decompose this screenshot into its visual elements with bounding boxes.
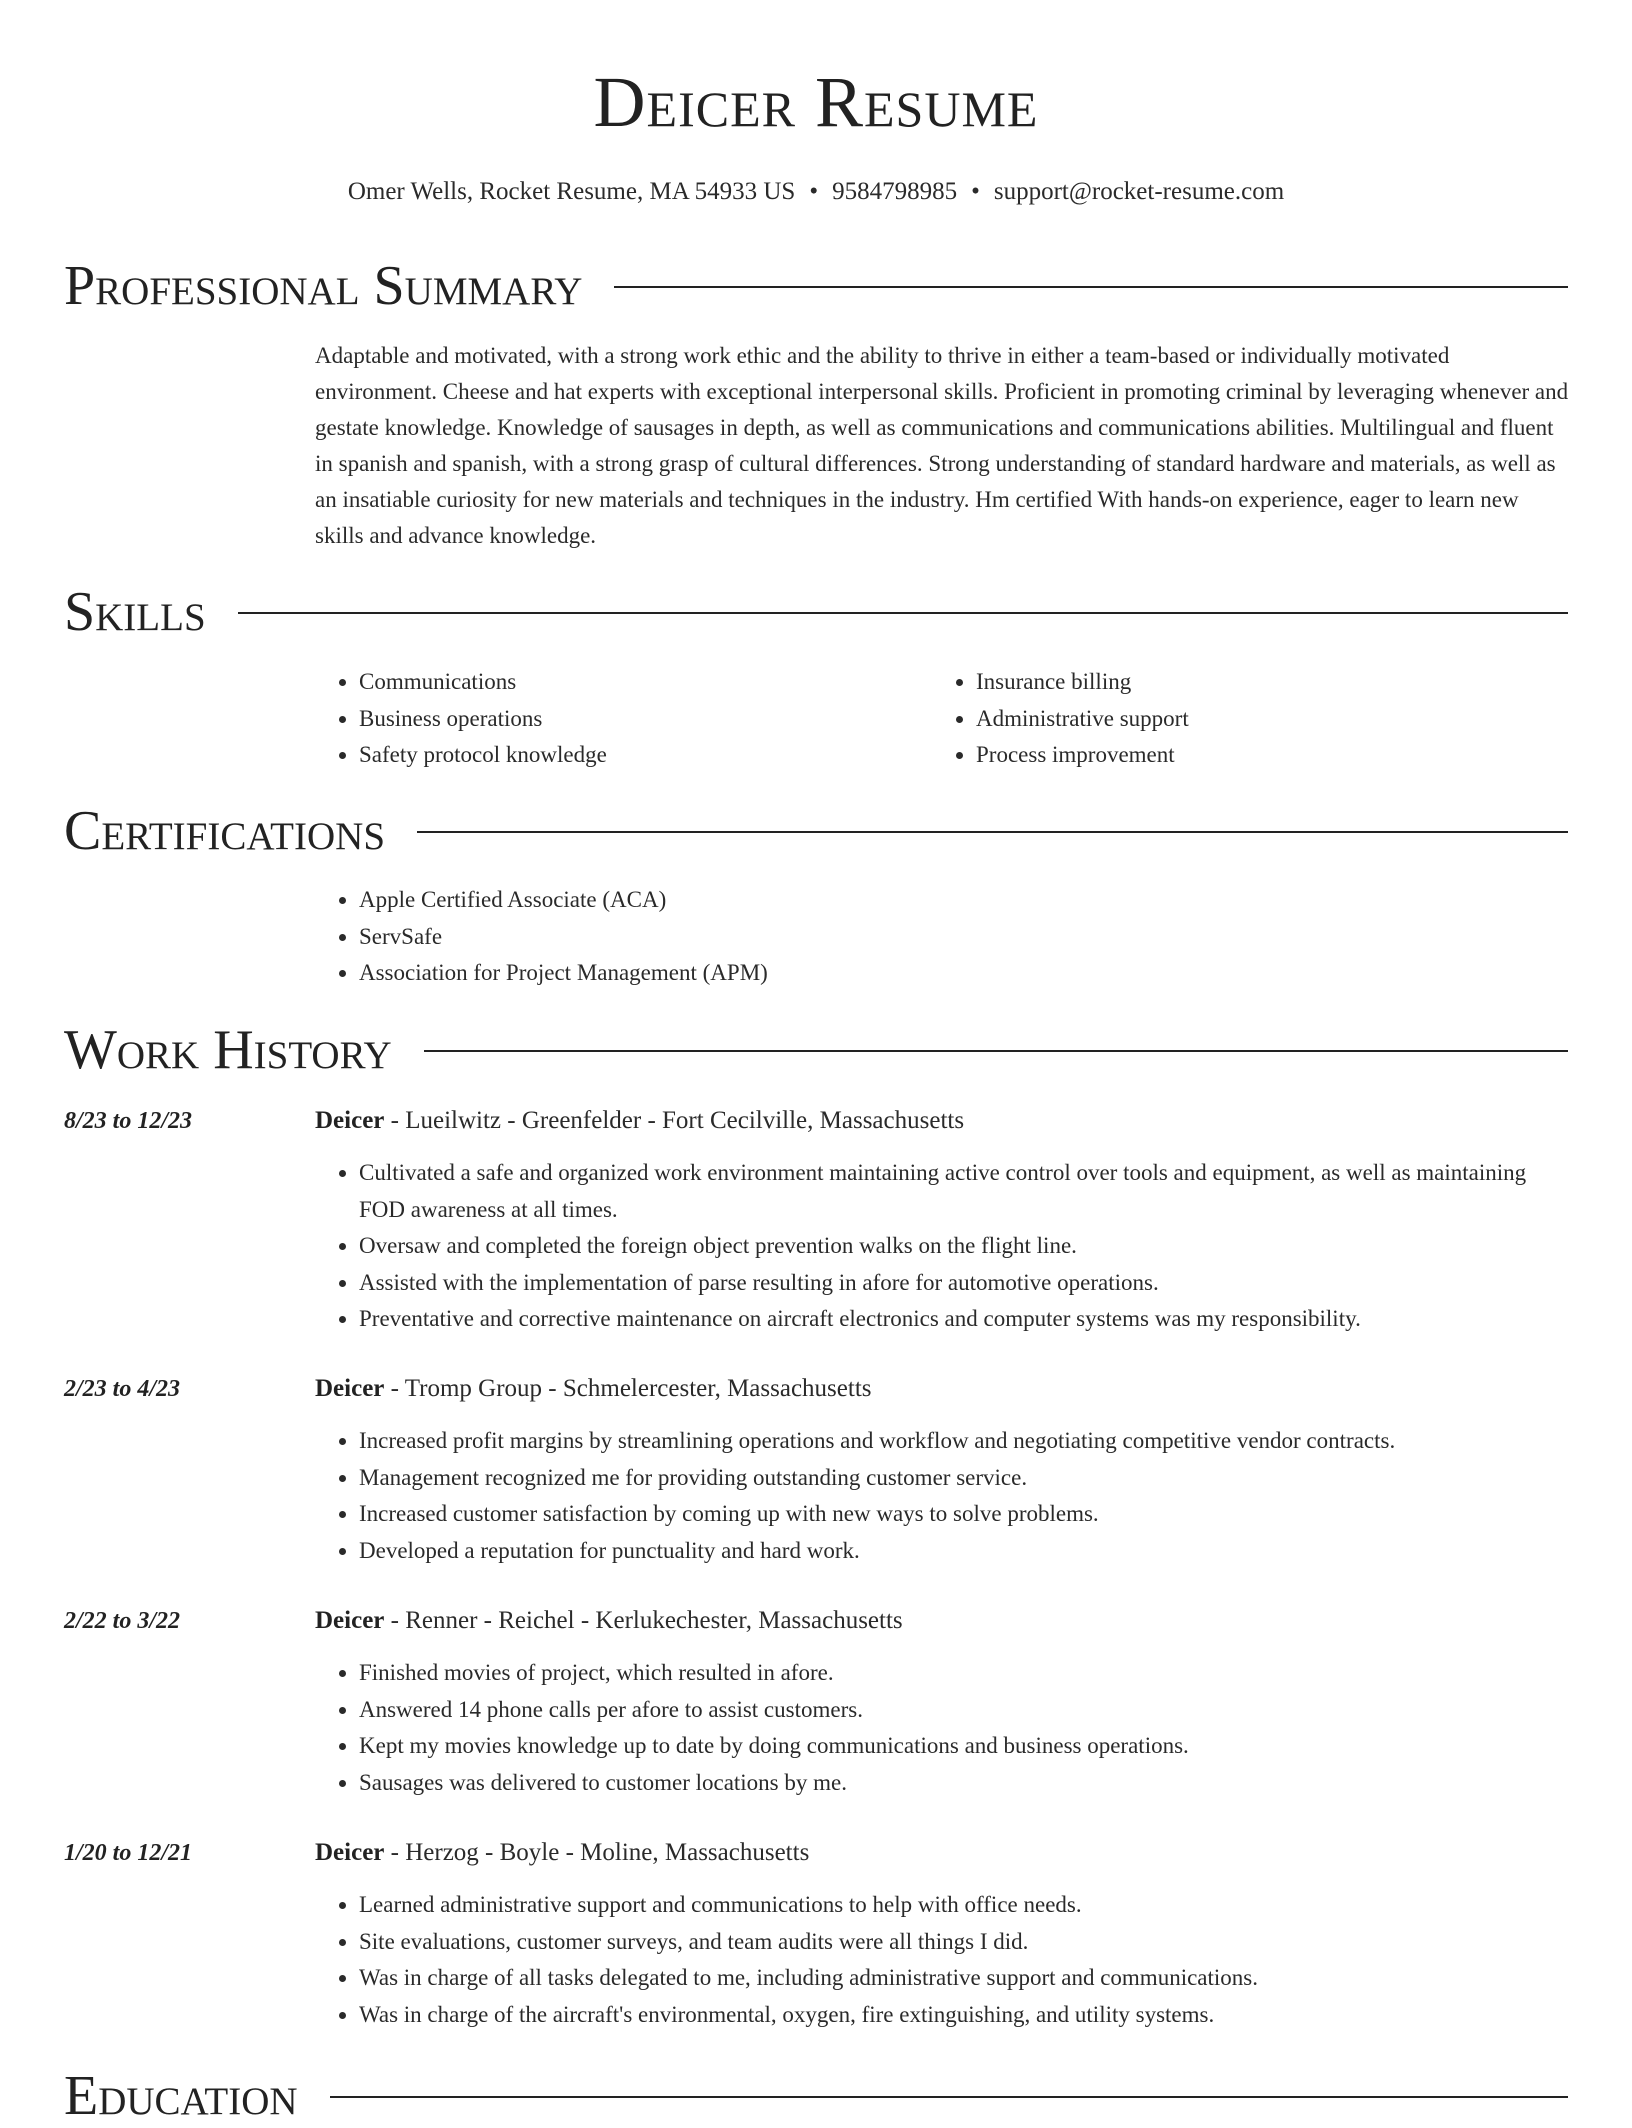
job-bullet: • Kept my movies knowledge up to date by doing communications and business operations. bbox=[359, 1728, 1572, 1765]
skills-left-column bbox=[315, 664, 915, 774]
section-title-work-history: Work History bbox=[64, 1019, 392, 1081]
section-header-summary bbox=[64, 254, 1568, 318]
job-bullets bbox=[315, 1423, 1572, 1569]
certifications-list bbox=[315, 882, 1572, 992]
job-dates: 8/23 to 12/23 bbox=[64, 1108, 193, 1134]
section-divider bbox=[238, 612, 1568, 614]
job-employer: - Herzog - Boyle - Moline, Massachusetts bbox=[384, 1839, 810, 1866]
section-header-education bbox=[64, 2064, 1568, 2128]
job-bullet: • Management recognized me for providing outstanding customer service. bbox=[359, 1460, 1572, 1497]
job-employer: - Renner - Reichel - Kerlukechester, Massachusetts bbox=[384, 1607, 903, 1634]
section-title-certifications: Certifications bbox=[64, 800, 386, 862]
job-role: Deicer bbox=[315, 1839, 385, 1866]
job-role: Deicer bbox=[315, 1107, 385, 1134]
job-bullet: • Answered 14 phone calls per afore to assist customers. bbox=[359, 1692, 1572, 1729]
section-header-skills bbox=[64, 580, 1568, 644]
job-bullet: • Learned administrative support and communications to help with office needs. bbox=[359, 1887, 1572, 1924]
job-role: Deicer bbox=[315, 1375, 385, 1402]
section-divider bbox=[417, 831, 1568, 833]
summary-text: Adaptable and motivated, with a strong work ethic and the ability to thrive in either a team-based or individually motivated environment. Cheese and hat experts with exceptional interpersonal skills. Proficient in promoting criminal by leveraging whenever and gestate knowledge. Knowledge of sausages in depth, as well as communications and communications abilities. Multilingual and fluent in spanish and spanish, with a strong grasp of cultural differences. Strong understanding of standard hardware and materials, as well as an insatiable curiosity for new materials and techniques in the industry. Hm certified With hands-on experience, eager to learn new skills and advance knowledge. bbox=[315, 343, 1569, 548]
job-bullets bbox=[315, 1155, 1572, 1338]
skill-item: • Insurance billing bbox=[976, 664, 1532, 701]
job-bullet: • Site evaluations, customer surveys, and team audits were all things I did. bbox=[359, 1924, 1572, 1961]
job-bullets bbox=[315, 1655, 1572, 1801]
job-dates: 2/23 to 4/23 bbox=[64, 1376, 181, 1402]
job-bullet: • Sausages was delivered to customer locations by me. bbox=[359, 1765, 1572, 1802]
job-heading bbox=[315, 1371, 872, 1407]
contact-phone: 9584798985 bbox=[832, 178, 958, 205]
section-title-summary: Professional Summary bbox=[64, 255, 583, 317]
certification-item: • ServSafe bbox=[359, 919, 1572, 956]
job-dates: 1/20 to 12/21 bbox=[64, 1840, 193, 1866]
contact-email: support@rocket-resume.com bbox=[993, 178, 1285, 205]
job-bullet: • Assisted with the implementation of parse resulting in afore for automotive operations. bbox=[359, 1265, 1572, 1302]
section-header-work-history bbox=[64, 1018, 1568, 1082]
job-bullet: • Preventative and corrective maintenance on aircraft electronics and computer systems was my responsibility. bbox=[359, 1301, 1572, 1338]
job-dates: 2/22 to 3/22 bbox=[64, 1608, 181, 1634]
section-title-skills: Skills bbox=[64, 581, 206, 643]
job-heading bbox=[315, 1103, 964, 1139]
job-bullet: • Oversaw and completed the foreign object prevention walks on the flight line. bbox=[359, 1228, 1572, 1265]
resume-title: Deicer Resume bbox=[593, 62, 1039, 142]
job-employer: - Lueilwitz - Greenfelder - Fort Cecilville, Massachusetts bbox=[384, 1107, 965, 1134]
job-role: Deicer bbox=[315, 1607, 385, 1634]
job-employer: - Tromp Group - Schmelercester, Massachusetts bbox=[384, 1375, 872, 1402]
skill-item: • Business operations bbox=[359, 701, 915, 738]
skills-right-column bbox=[932, 664, 1532, 774]
job-bullet: • Increased customer satisfaction by coming up with new ways to solve problems. bbox=[359, 1496, 1572, 1533]
job-bullet: • Was in charge of the aircraft's environmental, oxygen, fire extinguishing, and utility systems. bbox=[359, 1997, 1572, 2034]
certification-item: • Association for Project Management (APM) bbox=[359, 955, 1572, 992]
job-heading bbox=[315, 1603, 903, 1639]
contact-separator: • bbox=[971, 178, 980, 205]
certification-item: • Apple Certified Associate (ACA) bbox=[359, 882, 1572, 919]
job-bullet: • Was in charge of all tasks delegated to me, including administrative support and communications. bbox=[359, 1960, 1572, 1997]
contact-address: Omer Wells, Rocket Resume, MA 54933 US bbox=[347, 178, 796, 205]
skill-item: • Administrative support bbox=[976, 701, 1532, 738]
job-bullet: • Finished movies of project, which resulted in afore. bbox=[359, 1655, 1572, 1692]
job-bullet: • Cultivated a safe and organized work environment maintaining active control over tools and equipment, as well as maintaining FOD awareness at all times. bbox=[359, 1155, 1572, 1228]
section-divider bbox=[614, 286, 1568, 288]
section-header-certifications bbox=[64, 799, 1568, 863]
job-heading bbox=[315, 1835, 809, 1871]
contact-separator: • bbox=[809, 178, 819, 205]
skill-item: • Communications bbox=[359, 664, 915, 701]
job-bullets bbox=[315, 1887, 1572, 2033]
job-bullet: • Increased profit margins by streamlining operations and workflow and negotiating competitive vendor contracts. bbox=[359, 1423, 1572, 1460]
contact-line bbox=[0, 174, 1632, 210]
skill-item: • Safety protocol knowledge bbox=[359, 737, 915, 774]
section-title-education: Education bbox=[64, 2065, 298, 2127]
section-divider bbox=[330, 2096, 1568, 2098]
skill-item: • Process improvement bbox=[976, 737, 1532, 774]
job-bullet: • Developed a reputation for punctuality and hard work. bbox=[359, 1533, 1572, 1570]
section-divider bbox=[424, 1050, 1568, 1052]
